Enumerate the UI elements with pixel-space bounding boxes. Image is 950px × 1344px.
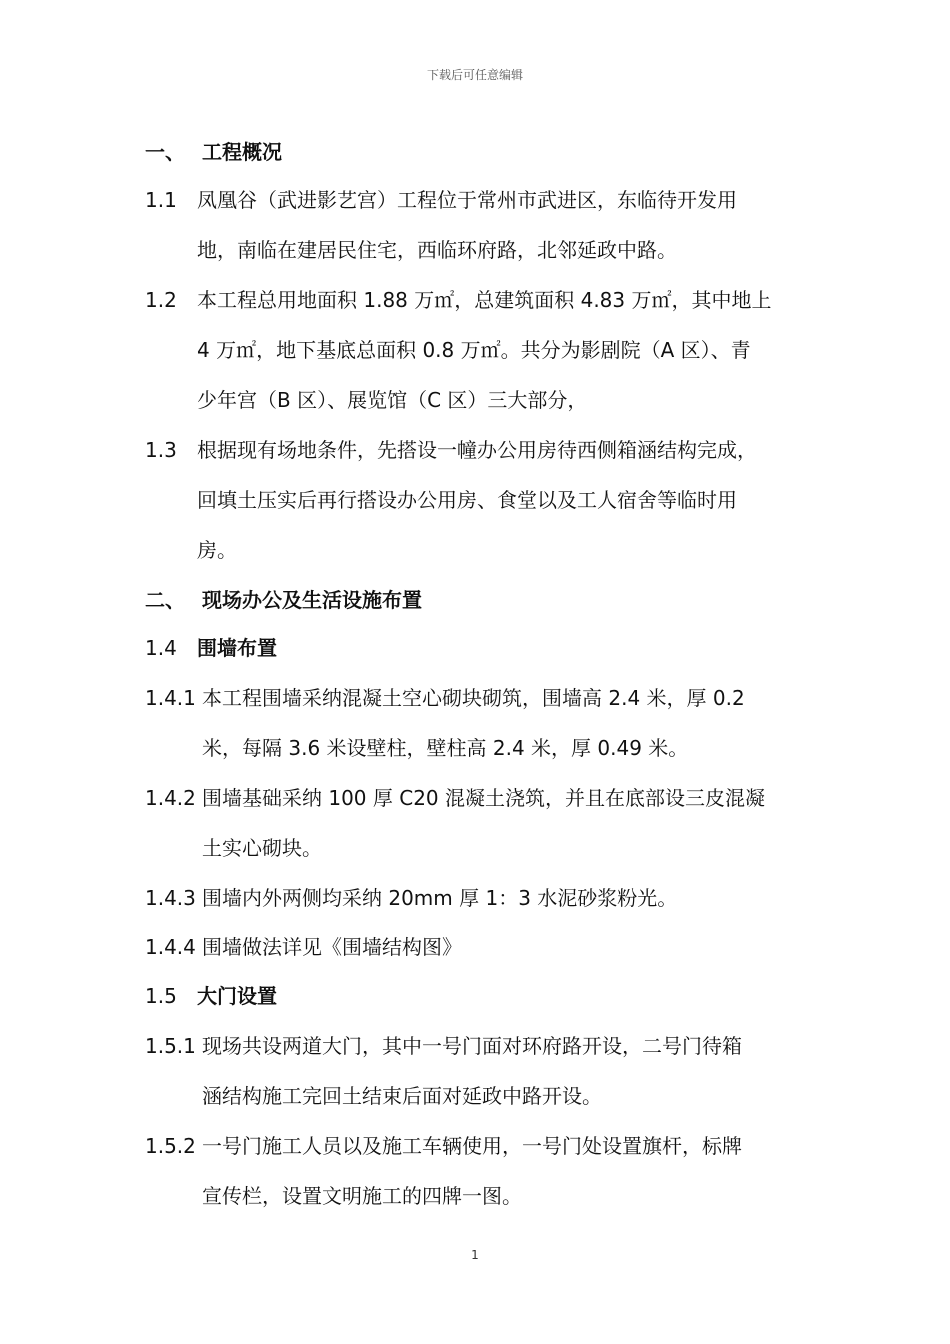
section-title: 现场办公及生活设施布置 bbox=[202, 588, 422, 612]
item-number: 1.3 bbox=[145, 438, 177, 462]
paragraph-line: 本工程围墙采纳混凝土空心砌块砌筑，围墙高 2.4 米，厚 0.2 bbox=[202, 686, 745, 710]
item-number: 1.2 bbox=[145, 288, 177, 312]
item-number: 1.4.4 bbox=[145, 935, 196, 959]
item-number: 1.4 bbox=[145, 636, 177, 660]
item-number: 1.5.2 bbox=[145, 1134, 196, 1158]
paragraph-line: 根据现有场地条件，先搭设一幢办公用房待西侧箱涵结构完成， bbox=[197, 438, 757, 462]
paragraph-line: 围墙做法详见《围墙结构图》 bbox=[202, 935, 462, 959]
paragraph-line: 涵结构施工完回土结束后面对延政中路开设。 bbox=[202, 1084, 602, 1108]
item-number: 1.4.3 bbox=[145, 886, 196, 910]
paragraph-line: 围墙基础采纳 100 厚 C20 混凝土浇筑，并且在底部设三皮混凝 bbox=[202, 786, 766, 810]
item-number: 1.1 bbox=[145, 188, 177, 212]
subheading-title: 围墙布置 bbox=[197, 636, 277, 660]
paragraph-line: 现场共设两道大门，其中一号门面对环府路开设，二号门待箱 bbox=[202, 1034, 742, 1058]
paragraph-line: 米，每隔 3.6 米设壁柱，壁柱高 2.4 米，厚 0.49 米。 bbox=[202, 736, 689, 760]
paragraph-line: 房。 bbox=[197, 538, 237, 562]
section-number: 一、 bbox=[145, 140, 185, 164]
section-title: 工程概况 bbox=[202, 140, 282, 164]
subheading-title: 大门设置 bbox=[197, 984, 277, 1008]
item-number: 1.5.1 bbox=[145, 1034, 196, 1058]
paragraph-line: 围墙内外两侧均采纳 20mm 厚 1：3 水泥砂浆粉光。 bbox=[202, 886, 678, 910]
paragraph-line: 本工程总用地面积 1.88 万㎡，总建筑面积 4.83 万㎡，其中地上 bbox=[197, 288, 772, 312]
paragraph-line: 4 万㎡，地下基底总面积 0.8 万㎡。共分为影剧院（A 区）、青 bbox=[197, 338, 751, 362]
page-header: 下载后可任意编辑 bbox=[426, 68, 523, 82]
paragraph-line: 土实心砌块。 bbox=[202, 836, 322, 860]
paragraph-line: 宣传栏，设置文明施工的四牌一图。 bbox=[202, 1184, 522, 1208]
paragraph-line: 回填土压实后再行搭设办公用房、食堂以及工人宿舍等临时用 bbox=[197, 488, 737, 512]
paragraph-line: 一号门施工人员以及施工车辆使用，一号门处设置旗杆，标牌 bbox=[202, 1134, 742, 1158]
paragraph-line: 少年宫（B 区）、展览馆（C 区）三大部分， bbox=[197, 388, 588, 412]
paragraph-line: 地，南临在建居民住宅，西临环府路，北邻延政中路。 bbox=[197, 238, 677, 262]
item-number: 1.4.2 bbox=[145, 786, 196, 810]
item-number: 1.4.1 bbox=[145, 686, 196, 710]
paragraph-line: 凤凰谷（武进影艺宫）工程位于常州市武进区，东临待开发用 bbox=[197, 188, 737, 212]
page-number: 1 bbox=[471, 1248, 479, 1262]
section-number: 二、 bbox=[145, 588, 185, 612]
item-number: 1.5 bbox=[145, 984, 177, 1008]
